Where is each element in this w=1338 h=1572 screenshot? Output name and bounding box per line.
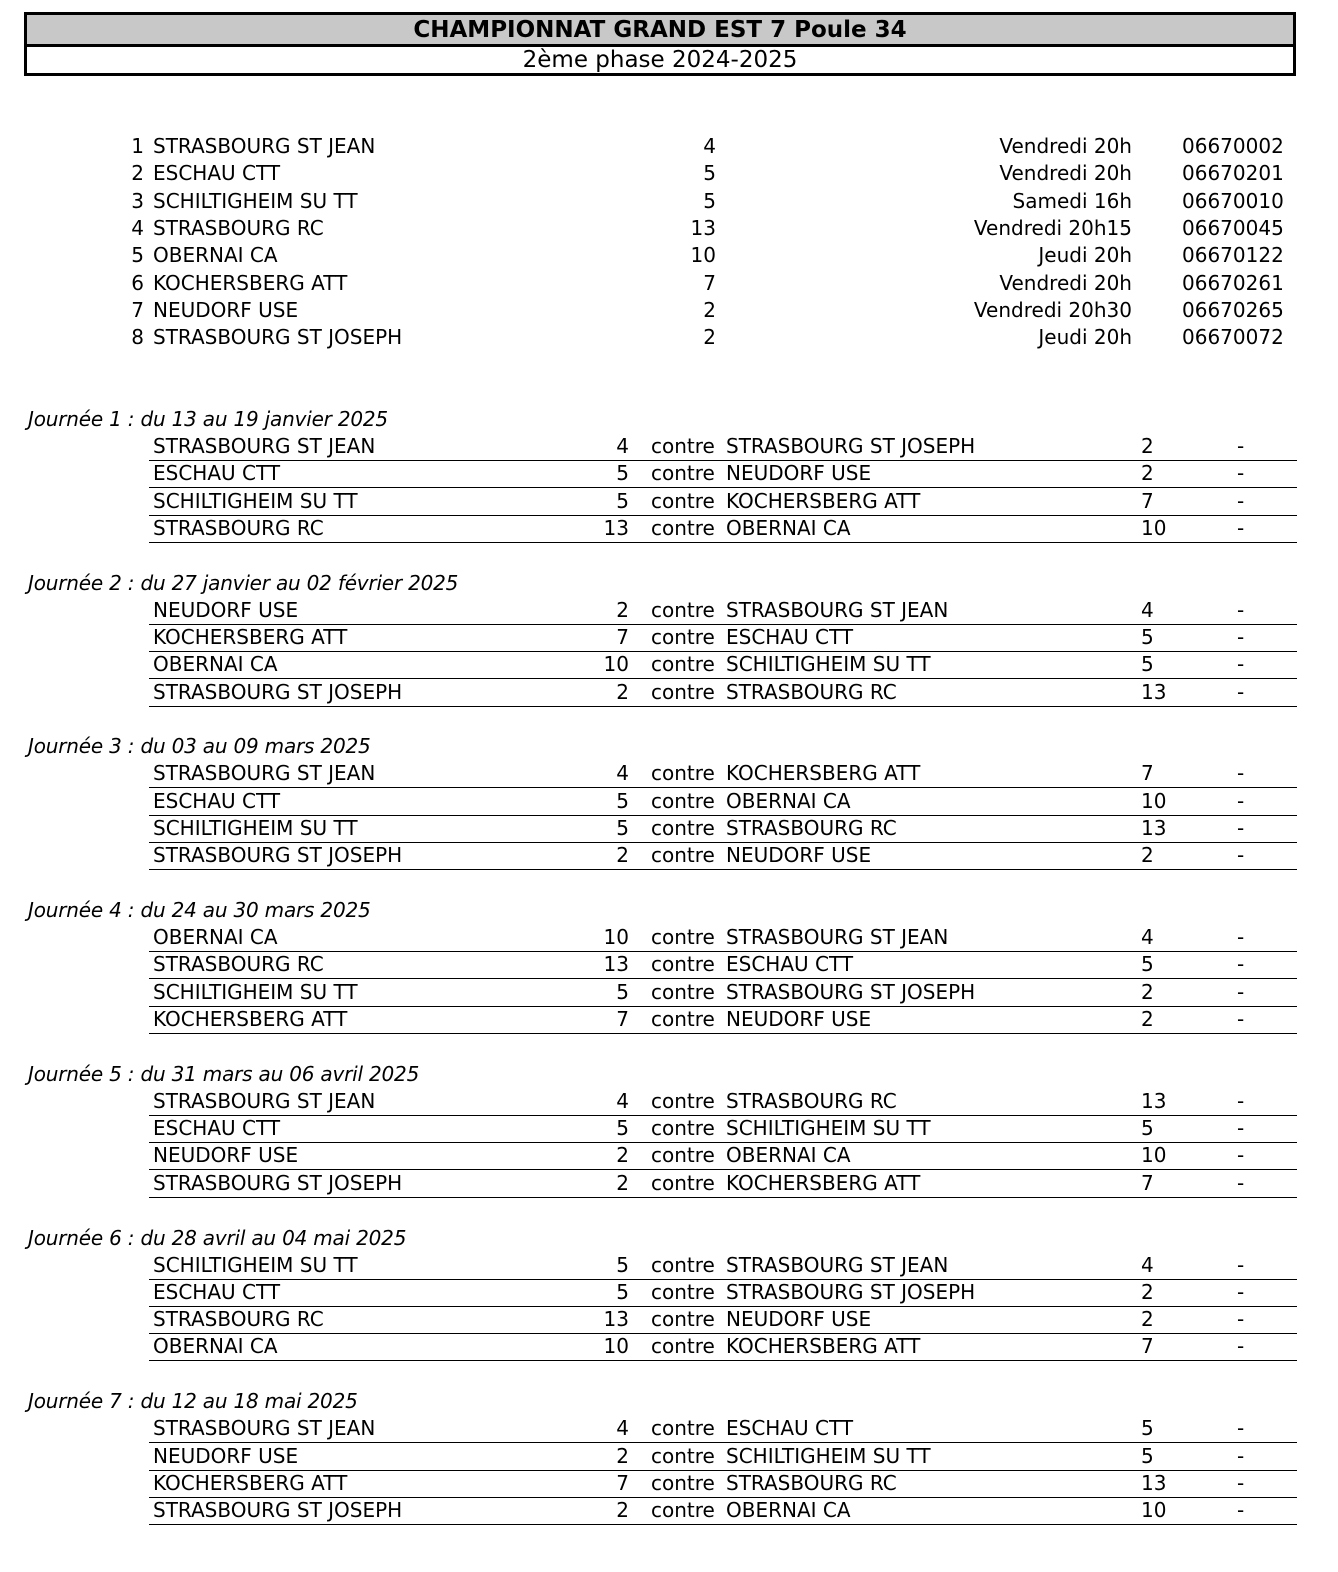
match-away-players: 4: [1141, 925, 1154, 950]
match-away-team: STRASBOURG ST JEAN: [726, 597, 949, 622]
match-result: -: [1237, 925, 1245, 950]
match-away-players: 2: [1141, 1007, 1154, 1031]
match-row: [149, 1142, 1297, 1170]
title-box: [24, 12, 1296, 76]
journee-label: Journée 5 : du 31 mars au 06 avril 2025: [28, 1061, 420, 1086]
match-home-team: OBERNAI CA: [153, 1334, 278, 1359]
match-result: -: [1237, 1116, 1245, 1141]
match-away-players: 2: [1141, 979, 1154, 1004]
match-result: -: [1237, 1416, 1245, 1441]
match-row: [149, 1006, 1297, 1034]
match-row: [149, 1252, 1297, 1280]
team-slot: Vendredi 20h: [999, 161, 1132, 186]
match-away-players: 13: [1141, 679, 1167, 704]
match-home-team: ESCHAU CTT: [153, 1116, 281, 1141]
match-vs-label: contre: [651, 461, 715, 486]
match-result: -: [1237, 979, 1245, 1004]
match-home-team: KOCHERSBERG ATT: [153, 1007, 348, 1031]
match-away-players: 10: [1141, 788, 1167, 813]
match-away-players: 2: [1141, 843, 1154, 868]
match-away-team: STRASBOURG ST JEAN: [726, 925, 949, 950]
team-num: 6: [131, 270, 144, 295]
match-home-team: SCHILTIGHEIM SU TT: [153, 1252, 358, 1277]
match-away-team: SCHILTIGHEIM SU TT: [726, 652, 931, 677]
team-row: [0, 324, 1338, 351]
match-away-players: 4: [1141, 1252, 1154, 1277]
match-away-players: 2: [1141, 1279, 1154, 1304]
page-title: CHAMPIONNAT GRAND EST 7 Poule 34: [27, 15, 1293, 47]
match-home-players: 5: [616, 816, 629, 840]
match-vs-label: contre: [651, 597, 715, 622]
match-away-players: 7: [1141, 1170, 1154, 1195]
match-home-team: KOCHERSBERG ATT: [153, 625, 348, 649]
match-home-players: 13: [603, 952, 629, 977]
match-result: -: [1237, 461, 1245, 486]
match-away-team: STRASBOURG RC: [726, 1470, 897, 1495]
team-code: 06670261: [1182, 270, 1284, 295]
match-home-players: 2: [616, 597, 629, 622]
match-home-players: 13: [603, 515, 629, 540]
team-players: 4: [703, 134, 716, 158]
match-home-players: 5: [616, 979, 629, 1004]
team-code: 06670265: [1182, 297, 1284, 322]
match-away-team: NEUDORF USE: [726, 1307, 872, 1332]
match-home-players: 5: [616, 1252, 629, 1277]
team-num: 4: [131, 215, 144, 240]
match-away-players: 10: [1141, 1143, 1167, 1168]
team-num: 8: [131, 325, 144, 350]
team-slot: Samedi 16h: [1012, 188, 1132, 213]
match-away-players: 13: [1141, 1088, 1167, 1113]
team-num: 1: [131, 134, 144, 158]
match-home-team: STRASBOURG ST JOSEPH: [153, 843, 403, 868]
match-result: -: [1237, 652, 1245, 677]
match-home-players: 2: [616, 843, 629, 868]
match-row: [149, 1279, 1297, 1307]
match-row: [149, 1170, 1297, 1198]
team-name: STRASBOURG ST JOSEPH: [153, 325, 403, 350]
match-home-players: 13: [603, 1307, 629, 1332]
match-home-players: 2: [616, 1170, 629, 1195]
team-num: 5: [131, 243, 144, 268]
match-home-players: 5: [616, 1116, 629, 1141]
match-row: [149, 1470, 1297, 1498]
team-num: 3: [131, 188, 144, 213]
match-away-team: ESCHAU CTT: [726, 952, 854, 977]
match-vs-label: contre: [651, 679, 715, 704]
match-row: [149, 597, 1297, 625]
match-vs-label: contre: [651, 1116, 715, 1141]
match-row: [149, 1088, 1297, 1116]
match-result: -: [1237, 1007, 1245, 1031]
match-away-team: KOCHERSBERG ATT: [726, 1170, 921, 1195]
journee-label: Journée 4 : du 24 au 30 mars 2025: [28, 898, 371, 923]
match-vs-label: contre: [651, 515, 715, 540]
team-num: 2: [131, 161, 144, 186]
match-vs-label: contre: [651, 1279, 715, 1304]
match-vs-label: contre: [651, 925, 715, 950]
match-vs-label: contre: [651, 1443, 715, 1468]
match-away-players: 5: [1141, 952, 1154, 977]
match-row: [149, 433, 1297, 461]
match-vs-label: contre: [651, 652, 715, 677]
match-away-players: 5: [1141, 1116, 1154, 1141]
match-home-team: STRASBOURG ST JEAN: [153, 1416, 376, 1441]
team-players: 7: [703, 270, 716, 295]
match-row: [149, 1306, 1297, 1334]
match-vs-label: contre: [651, 843, 715, 868]
match-away-players: 2: [1141, 1307, 1154, 1332]
match-vs-label: contre: [651, 488, 715, 513]
team-players: 2: [703, 297, 716, 322]
match-vs-label: contre: [651, 1307, 715, 1332]
team-name: ESCHAU CTT: [153, 161, 281, 186]
match-vs-label: contre: [651, 816, 715, 840]
match-away-players: 13: [1141, 816, 1167, 840]
team-slot: Vendredi 20h: [999, 270, 1132, 295]
match-home-players: 2: [616, 679, 629, 704]
match-home-team: KOCHERSBERG ATT: [153, 1470, 348, 1495]
match-away-team: OBERNAI CA: [726, 515, 851, 540]
match-home-players: 10: [603, 1334, 629, 1359]
match-home-team: STRASBOURG ST JEAN: [153, 434, 376, 458]
team-name: SCHILTIGHEIM SU TT: [153, 188, 358, 213]
team-slot: Vendredi 20h: [999, 134, 1132, 158]
match-away-team: STRASBOURG ST JOSEPH: [726, 434, 976, 458]
match-home-team: ESCHAU CTT: [153, 1279, 281, 1304]
match-home-players: 10: [603, 652, 629, 677]
team-players: 5: [703, 188, 716, 213]
match-row: [149, 815, 1297, 843]
match-away-players: 5: [1141, 1443, 1154, 1468]
match-home-team: STRASBOURG ST JEAN: [153, 1088, 376, 1113]
match-result: -: [1237, 1279, 1245, 1304]
match-row: [149, 488, 1297, 516]
match-away-players: 5: [1141, 652, 1154, 677]
match-away-players: 7: [1141, 488, 1154, 513]
team-slot: Vendredi 20h15: [973, 215, 1132, 240]
match-home-players: 5: [616, 488, 629, 513]
match-vs-label: contre: [651, 1470, 715, 1495]
match-vs-label: contre: [651, 434, 715, 458]
match-row: [149, 1497, 1297, 1525]
journee-label: Journée 1 : du 13 au 19 janvier 2025: [28, 407, 388, 431]
team-row: [0, 160, 1338, 187]
match-row: [149, 1443, 1297, 1471]
match-result: -: [1237, 679, 1245, 704]
match-away-team: ESCHAU CTT: [726, 625, 854, 649]
match-home-team: STRASBOURG ST JOSEPH: [153, 1170, 403, 1195]
team-row: [0, 133, 1338, 160]
match-vs-label: contre: [651, 979, 715, 1004]
match-row: [149, 842, 1297, 870]
team-name: NEUDORF USE: [153, 297, 299, 322]
match-result: -: [1237, 1143, 1245, 1168]
team-name: STRASBOURG ST JEAN: [153, 134, 376, 158]
team-row: [0, 215, 1338, 242]
match-result: -: [1237, 1498, 1245, 1523]
match-home-team: NEUDORF USE: [153, 1143, 299, 1168]
match-result: -: [1237, 788, 1245, 813]
journee-label: Journée 6 : du 28 avril au 04 mai 2025: [28, 1225, 407, 1250]
match-home-players: 7: [616, 1007, 629, 1031]
match-away-team: STRASBOURG RC: [726, 816, 897, 840]
match-result: -: [1237, 1443, 1245, 1468]
match-home-team: OBERNAI CA: [153, 652, 278, 677]
team-slot: Jeudi 20h: [1038, 243, 1132, 268]
match-row: [149, 1415, 1297, 1443]
match-away-team: NEUDORF USE: [726, 1007, 872, 1031]
match-home-team: STRASBOURG RC: [153, 952, 324, 977]
match-home-players: 2: [616, 1498, 629, 1523]
match-row: [149, 979, 1297, 1007]
match-vs-label: contre: [651, 952, 715, 977]
match-away-team: SCHILTIGHEIM SU TT: [726, 1116, 931, 1141]
match-home-team: ESCHAU CTT: [153, 788, 281, 813]
match-result: -: [1237, 761, 1245, 786]
team-slot: Jeudi 20h: [1038, 325, 1132, 350]
match-away-players: 7: [1141, 1334, 1154, 1359]
match-away-team: ESCHAU CTT: [726, 1416, 854, 1441]
match-home-players: 4: [616, 434, 629, 458]
match-vs-label: contre: [651, 1007, 715, 1031]
team-players: 2: [703, 325, 716, 350]
match-vs-label: contre: [651, 1143, 715, 1168]
match-vs-label: contre: [651, 625, 715, 649]
match-home-players: 2: [616, 1443, 629, 1468]
team-slot: Vendredi 20h30: [973, 297, 1132, 322]
team-code: 06670122: [1182, 243, 1284, 268]
match-away-players: 13: [1141, 1470, 1167, 1495]
match-home-team: STRASBOURG RC: [153, 1307, 324, 1332]
match-vs-label: contre: [651, 1088, 715, 1113]
match-away-players: 2: [1141, 461, 1154, 486]
journee-label: Journée 2 : du 27 janvier au 02 février 2025: [28, 570, 459, 595]
match-result: -: [1237, 1252, 1245, 1277]
match-away-team: STRASBOURG ST JEAN: [726, 1252, 949, 1277]
team-code: 06670045: [1182, 215, 1284, 240]
match-row: [149, 460, 1297, 488]
journee-label: Journée 7 : du 12 au 18 mai 2025: [28, 1389, 358, 1414]
match-home-team: STRASBOURG ST JOSEPH: [153, 1498, 403, 1523]
match-result: -: [1237, 625, 1245, 649]
match-result: -: [1237, 597, 1245, 622]
match-home-players: 5: [616, 461, 629, 486]
team-players: 5: [703, 161, 716, 186]
match-home-players: 10: [603, 925, 629, 950]
journee-label: Journée 3 : du 03 au 09 mars 2025: [28, 734, 371, 759]
match-result: -: [1237, 816, 1245, 840]
match-home-team: STRASBOURG ST JOSEPH: [153, 679, 403, 704]
match-away-team: SCHILTIGHEIM SU TT: [726, 1443, 931, 1468]
team-code: 06670072: [1182, 325, 1284, 350]
match-away-team: KOCHERSBERG ATT: [726, 488, 921, 513]
match-away-players: 5: [1141, 625, 1154, 649]
match-away-players: 4: [1141, 597, 1154, 622]
match-home-team: SCHILTIGHEIM SU TT: [153, 979, 358, 1004]
match-home-players: 5: [616, 788, 629, 813]
match-row: [149, 679, 1297, 707]
team-row: [0, 242, 1338, 269]
match-home-players: 4: [616, 761, 629, 786]
match-home-players: 7: [616, 625, 629, 649]
match-home-team: STRASBOURG ST JEAN: [153, 761, 376, 786]
match-result: -: [1237, 1088, 1245, 1113]
match-away-team: KOCHERSBERG ATT: [726, 761, 921, 786]
match-home-players: 7: [616, 1470, 629, 1495]
match-result: -: [1237, 952, 1245, 977]
match-result: -: [1237, 1334, 1245, 1359]
match-vs-label: contre: [651, 1416, 715, 1441]
match-vs-label: contre: [651, 761, 715, 786]
match-home-team: OBERNAI CA: [153, 925, 278, 950]
match-result: -: [1237, 488, 1245, 513]
match-away-players: 10: [1141, 1498, 1167, 1523]
match-home-team: NEUDORF USE: [153, 597, 299, 622]
match-away-team: OBERNAI CA: [726, 1498, 851, 1523]
match-home-players: 5: [616, 1279, 629, 1304]
team-code: 06670201: [1182, 161, 1284, 186]
team-players: 13: [690, 215, 716, 240]
match-result: -: [1237, 1307, 1245, 1332]
team-code: 06670002: [1182, 134, 1284, 158]
match-result: -: [1237, 1170, 1245, 1195]
match-away-team: OBERNAI CA: [726, 788, 851, 813]
team-row: [0, 188, 1338, 215]
match-vs-label: contre: [651, 788, 715, 813]
match-home-team: SCHILTIGHEIM SU TT: [153, 816, 358, 840]
team-name: STRASBOURG RC: [153, 215, 324, 240]
match-result: -: [1237, 434, 1245, 458]
match-result: -: [1237, 1470, 1245, 1495]
match-away-players: 7: [1141, 761, 1154, 786]
match-home-players: 4: [616, 1416, 629, 1441]
match-row: [149, 1115, 1297, 1143]
team-row: [0, 297, 1338, 324]
match-home-players: 4: [616, 1088, 629, 1113]
match-vs-label: contre: [651, 1170, 715, 1195]
match-row: [149, 760, 1297, 788]
match-vs-label: contre: [651, 1498, 715, 1523]
match-result: -: [1237, 843, 1245, 868]
match-home-team: SCHILTIGHEIM SU TT: [153, 488, 358, 513]
match-row: [149, 515, 1297, 543]
match-away-team: STRASBOURG ST JOSEPH: [726, 1279, 976, 1304]
match-result: -: [1237, 515, 1245, 540]
match-row: [149, 1333, 1297, 1361]
team-players: 10: [690, 243, 716, 268]
match-row: [149, 951, 1297, 979]
match-away-team: KOCHERSBERG ATT: [726, 1334, 921, 1359]
match-row: [149, 924, 1297, 952]
match-away-team: STRASBOURG RC: [726, 1088, 897, 1113]
page-subtitle: 2ème phase 2024-2025: [522, 47, 798, 73]
match-vs-label: contre: [651, 1334, 715, 1359]
team-row: [0, 270, 1338, 297]
match-away-players: 10: [1141, 515, 1167, 540]
team-code: 06670010: [1182, 188, 1284, 213]
match-row: [149, 624, 1297, 652]
match-home-team: ESCHAU CTT: [153, 461, 281, 486]
match-away-team: STRASBOURG RC: [726, 679, 897, 704]
match-away-team: STRASBOURG ST JOSEPH: [726, 979, 976, 1004]
team-name: KOCHERSBERG ATT: [153, 270, 348, 295]
match-away-team: OBERNAI CA: [726, 1143, 851, 1168]
match-home-players: 2: [616, 1143, 629, 1168]
match-home-team: STRASBOURG RC: [153, 515, 324, 540]
match-row: [149, 651, 1297, 679]
match-vs-label: contre: [651, 1252, 715, 1277]
match-away-team: NEUDORF USE: [726, 843, 872, 868]
team-num: 7: [131, 297, 144, 322]
match-away-players: 5: [1141, 1416, 1154, 1441]
match-away-players: 2: [1141, 434, 1154, 458]
match-home-team: NEUDORF USE: [153, 1443, 299, 1468]
match-row: [149, 788, 1297, 816]
team-name: OBERNAI CA: [153, 243, 278, 268]
match-away-team: NEUDORF USE: [726, 461, 872, 486]
